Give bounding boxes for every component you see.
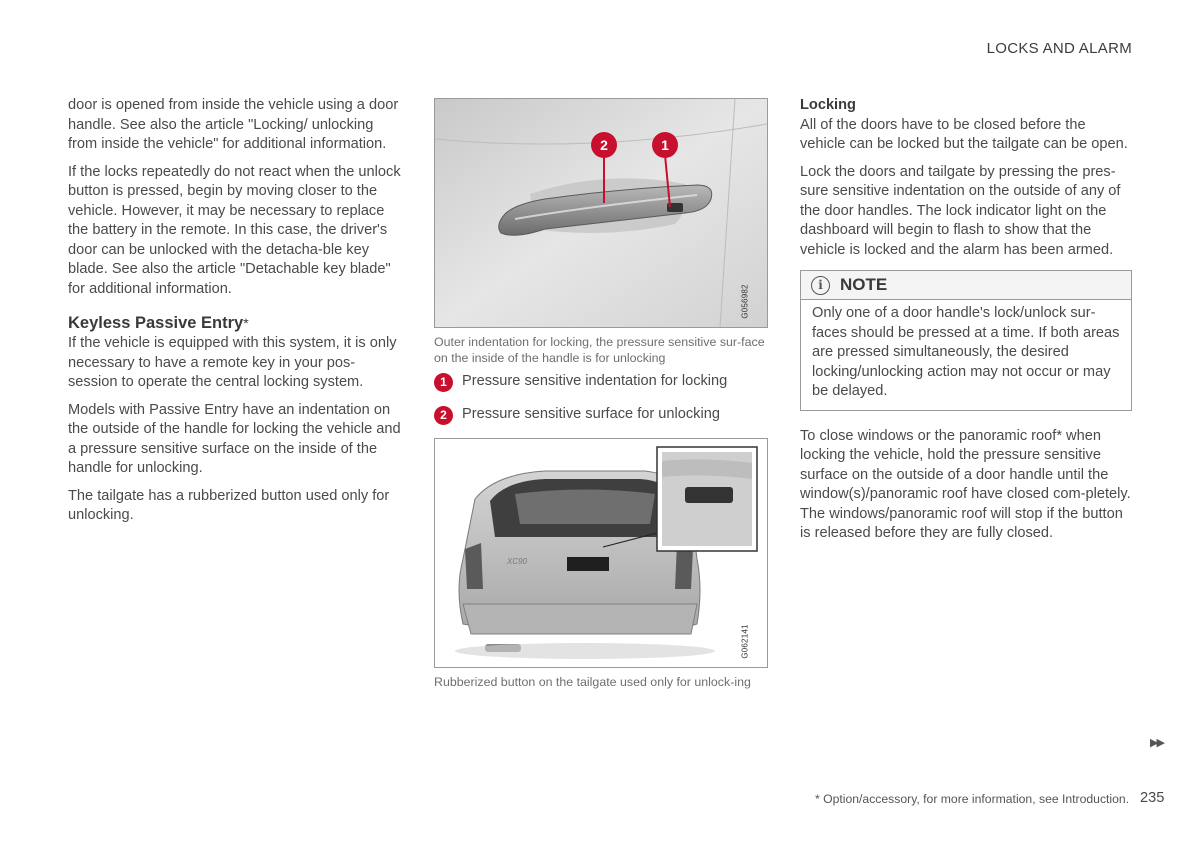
legend-number-1: 1 (434, 373, 453, 392)
keyless-heading-text: Keyless Passive Entry (68, 314, 244, 332)
door-handle-figure (434, 98, 768, 328)
figure-caption: Outer indentation for locking, the pressure sensitive sur-face on the inside of the handle is for unlocking (434, 335, 765, 365)
figure-code-2: G062141 (740, 624, 750, 659)
note-box (800, 270, 1132, 411)
note-text: Only one of a door handle's lock/unlock sur-faces should be pressed at a time. If both areas are pressed simultaneously, the desired locking/unlocking action may not occur or may be delayed. (812, 305, 1120, 399)
legend-item-1 (434, 372, 768, 392)
figure-code: G056982 (740, 284, 750, 319)
paragraph-locking-press: Lock the doors and tailgate by pressing the pres-sure sensitive indentation on the outside of any of the door handles. The lock indicator light on the dashboard will begin to flash to show that the vehicle is locked and the alarm has been armed. (800, 163, 1121, 258)
tailgate-illustration (435, 439, 767, 667)
legend-text-2: Pressure sensitive surface for unlocking (462, 406, 720, 422)
footnote: * Option/accessory, for more information, see Introduction. (815, 792, 1130, 806)
callout-2-label: 2 (600, 137, 608, 153)
tailgate-figure (434, 438, 768, 668)
paragraph-windows: To close windows or the panoramic roof* when locking the vehicle, hold the pressure sensitive surface on the outside of a door handle until the window(s)/panoramic roof have closed com-pletely. The windows/panoramic roof will stop if the button is released before they are fully closed. (800, 427, 1131, 541)
figure-column (434, 96, 768, 690)
door-handle-illustration (435, 99, 767, 327)
keyless-heading (68, 313, 403, 334)
locking-heading: Locking (800, 97, 856, 113)
paragraph-battery: If the locks repeatedly do not react when the unlock button is pressed, begin by moving closer to the vehicle. However, it may be necessary to replace the battery in the remote. In this case, the driver's door can be unlocked with the detacha-ble key blade. See also the article "Detachable key blade" for additional information. (68, 163, 401, 297)
legend-text-1: Pressure sensitive indentation for locking (462, 373, 728, 389)
callout-legend (434, 372, 768, 425)
paragraph-tailgate: The tailgate has a rubberized button used only for unlocking. (68, 487, 390, 523)
continue-arrows-icon: ▶▶ (1150, 737, 1163, 749)
note-header (801, 271, 1131, 300)
paragraph-passive-entry: Models with Passive Entry have an indentation on the outside of the handle for locking the vehicle and a pressure sensitive surface on the inside of the handle for unlocking. (68, 401, 401, 476)
paragraph-locking-doors: All of the doors have to be closed before the vehicle can be locked but the tailgate can be open. (800, 116, 1128, 152)
option-asterisk: * (243, 315, 249, 331)
callout-1-label: 1 (661, 137, 669, 153)
legend-number-2: 2 (434, 406, 453, 425)
page-number: 235 (1140, 790, 1165, 806)
legend-item-2 (434, 405, 768, 425)
paragraph-door-handle: door is opened from inside the vehicle using a door handle. See also the article "Locking/ unlocking from inside the vehicle" for additional information. (68, 97, 399, 152)
text-column-right (800, 96, 1132, 552)
figure-caption-2: Rubberized button on the tailgate used only for unlock-ing (434, 675, 751, 689)
callout-1 (652, 132, 678, 158)
svg-text:XC90: XC90 (507, 557, 528, 566)
note-title: NOTE (840, 275, 888, 294)
info-icon: i (811, 276, 830, 295)
section-title: LOCKS AND ALARM (986, 40, 1132, 57)
text-column-left (68, 96, 403, 534)
paragraph-keyless: If the vehicle is equipped with this system, it is only necessary to have a remote key in your pos-session to operate the central locking system. (68, 335, 397, 390)
callout-2 (591, 132, 617, 158)
